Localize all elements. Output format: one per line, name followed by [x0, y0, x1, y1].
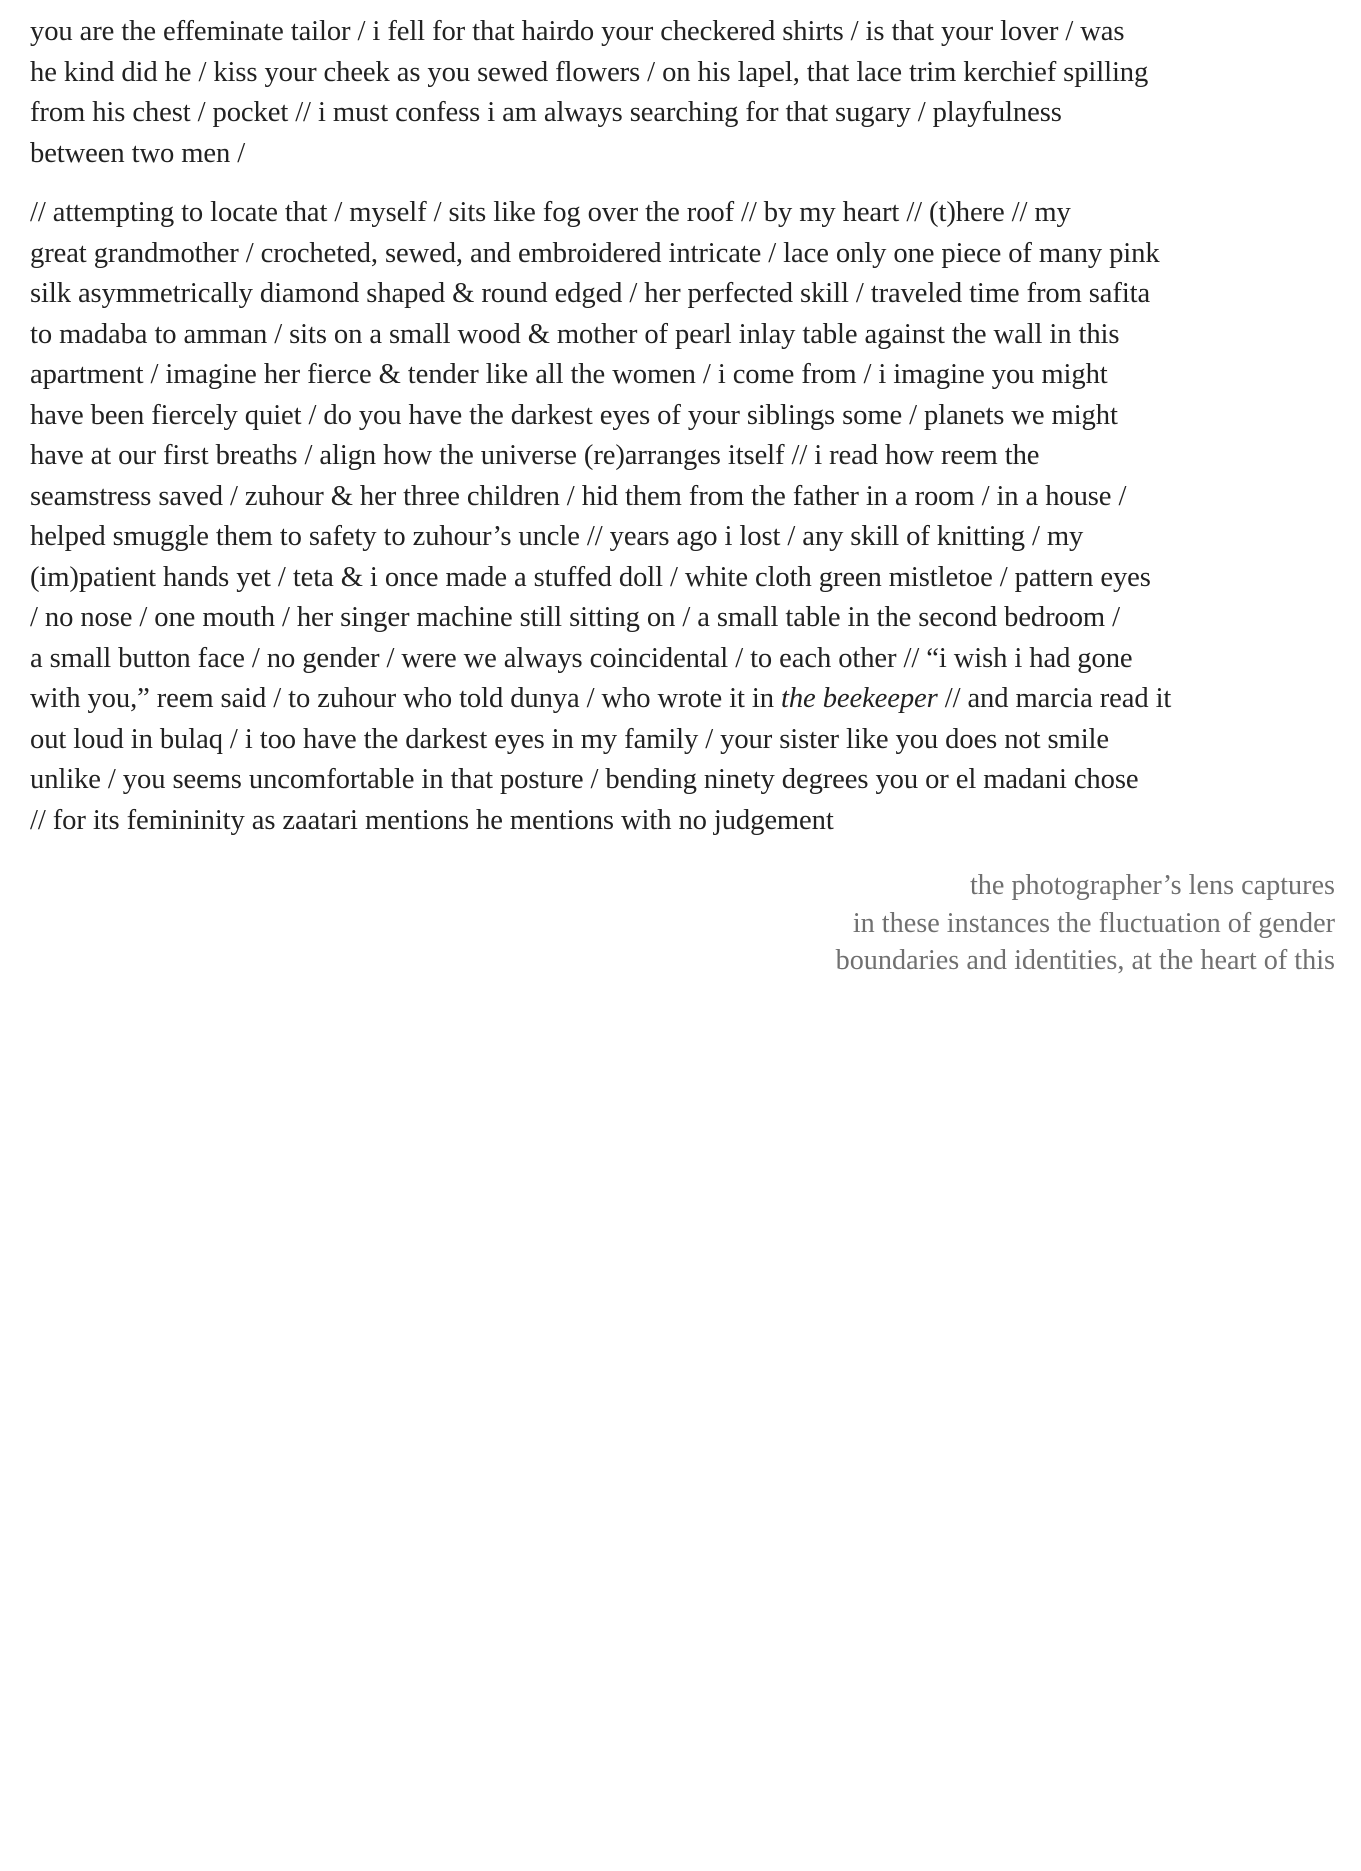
text-line: (im)patient hands yet / teta & i once made a stuffed doll / white cloth green mistletoe / pattern eyes — [30, 561, 1151, 593]
book-title: the beekeeper — [781, 683, 938, 714]
text-line: seamstress saved / zuhour & her three children / hid them from the father in a room / in a house / — [30, 480, 1127, 512]
text-line: // for its femininity as zaatari mentions he mentions with no judgement — [30, 804, 834, 836]
paragraph-tailor — [30, 12, 1335, 174]
paragraph-grandmother — [30, 193, 1335, 841]
text-line: silk asymmetrically diamond shaped & round edged / her perfected skill / traveled time from safita — [30, 278, 1151, 309]
caption-line: boundaries and identities, at the heart of this — [835, 945, 1335, 976]
caption-line: the photographer’s lens captures — [969, 870, 1335, 901]
text-line-with-title — [30, 679, 1335, 720]
text-segment: // and marcia read it — [937, 683, 1172, 714]
text-line: you are the effeminate tailor / i fell for that hairdo your checkered shirts / is that your lover / was — [30, 16, 1125, 47]
caption-line: in these instances the fluctuation of gender — [852, 907, 1335, 939]
photographer-caption — [30, 867, 1335, 980]
text-line: / no nose / one mouth / her singer machine still sitting on / a small table in the second bedroom / — [30, 602, 1120, 633]
text-line: have at our first breaths / align how the universe (re)arranges itself // i read how reem the — [30, 440, 1040, 471]
text-line: to madaba to amman / sits on a small wood & mother of pearl inlay table against the wall in this — [30, 318, 1120, 350]
text-line: he kind did he / kiss your cheek as you sewed flowers / on his lapel, that lace trim kerchief spilling — [30, 56, 1149, 88]
document-page — [30, 12, 1335, 980]
text-line: helped smuggle them to safety to zuhour’s uncle // years ago i lost / any skill of knitting / my — [30, 521, 1084, 552]
text-line: a small button face / no gender / were we always coincidental / to each other // “i wish i had gone — [30, 642, 1133, 674]
text-line: have been fiercely quiet / do you have the darkest eyes of your siblings some / planets we might — [30, 399, 1118, 431]
text-line: // attempting to locate that / myself / sits like fog over the roof // by my heart // (t)here // my — [30, 197, 1071, 228]
text-line: apartment / imagine her fierce & tender like all the women / i come from / i imagine you might — [30, 359, 1108, 390]
text-line: between two men / — [30, 137, 246, 169]
text-line: out loud in bulaq / i too have the darkest eyes in my family / your sister like you does not smile — [30, 723, 1109, 755]
text-line: from his chest / pocket // i must confess i am always searching for that sugary / playfulness — [30, 97, 1062, 128]
text-line: great grandmother / crocheted, sewed, and embroidered intricate / lace only one piece of many pink — [30, 237, 1160, 269]
text-line: unlike / you seems uncomfortable in that posture / bending ninety degrees you or el madani chose — [30, 764, 1139, 795]
text-segment: with you,” reem said / to zuhour who told dunya / who wrote it in — [30, 683, 782, 714]
